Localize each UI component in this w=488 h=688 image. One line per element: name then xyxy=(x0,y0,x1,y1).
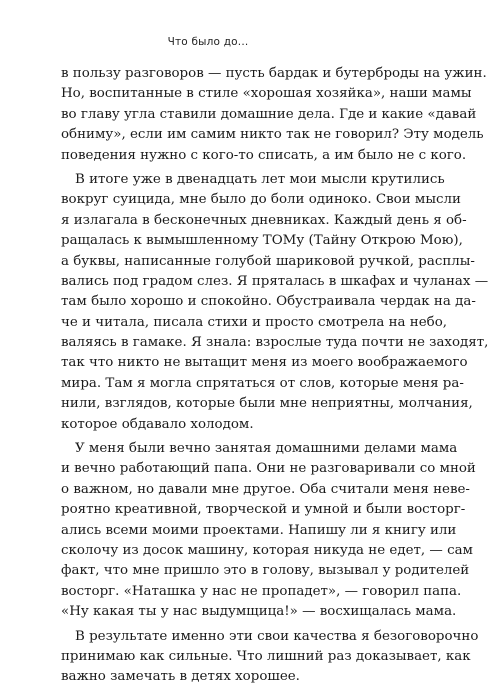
text-line: вокруг суицида, мне было до боли одиноко. Свои мысли xyxy=(61,192,461,208)
text-line: которое обдавало холодом. xyxy=(61,416,254,432)
text-line: че и читала, писала стихи и просто смотрела на небо, xyxy=(61,314,448,330)
text-line: нили, взглядов, которые были мне неприятны, молчания, xyxy=(61,396,473,412)
text-line: о важном, но давали мне другое. Оба считали меня неве- xyxy=(61,481,470,497)
text-line: роятно креативной, творческой и умной и были восторг- xyxy=(61,502,466,518)
page-body xyxy=(61,64,488,688)
text-line: я излагала в бесконечных дневниках. Каждый день я об- xyxy=(61,212,467,228)
text-line: Но, воспитанные в стиле «хорошая хозяйка», наши мамы xyxy=(61,86,472,102)
text-line: и вечно работающий папа. Они не разговаривали со мной xyxy=(61,461,476,477)
text-line: в пользу разговоров — пусть бардак и бутерброды на ужин. xyxy=(61,66,487,81)
text-line: В итоге уже в двенадцать лет мои мысли крутились xyxy=(75,171,445,187)
text-line: мира. Там я могла спрятаться от слов, которые меня ра- xyxy=(61,375,464,391)
text-line: «Ну какая ты у нас выдумщица!» — восхищалась мама. xyxy=(61,604,457,620)
text-line: ращалась к вымышленному ТОМу (Тайну Открою Мою), xyxy=(61,233,463,249)
text-line: валяясь в гамаке. Я знала: взрослые туда почти не заходят, xyxy=(61,335,488,351)
paragraph xyxy=(61,439,476,623)
text-line: сколочу из досок машину, которая никуда не едет, — сам xyxy=(61,542,473,558)
paragraph xyxy=(61,170,488,435)
text-line: У меня были вечно занятая домашними делами мама xyxy=(75,441,458,457)
text-line: вались под градом слез. Я пряталась в шкафах и чуланах — xyxy=(61,273,488,289)
text-line: важно замечать в детях хорошее. xyxy=(61,669,300,685)
text-line: В результате именно эти свои качества я безоговорочно xyxy=(75,628,479,644)
text-line: принимаю как сильные. Что лишний раз доказывает, как xyxy=(61,648,471,664)
text-line: так что никто не вытащит меня из моего воображаемого xyxy=(61,355,468,371)
text-line: там было хорошо и спокойно. Обустраивала чердак на да- xyxy=(61,294,476,310)
paragraph xyxy=(61,64,487,166)
running-head: Что было до... xyxy=(167,36,249,48)
paragraph xyxy=(61,627,479,688)
text-line: восторг. «Наташка у нас не пропадет», — говорил папа. xyxy=(61,583,462,599)
text-line: обниму», если им самим никто так не говорил? Эту модель xyxy=(61,127,484,143)
text-line: ались всеми моими проектами. Напишу ли я книгу или xyxy=(61,522,457,538)
text-line: во главу угла ставили домашние дела. Где и какие «давай xyxy=(61,106,477,122)
text-line: поведения нужно с кого-то списать, а им было не с кого. xyxy=(61,147,467,163)
text-line: а буквы, написанные голубой шариковой ручкой, расплы- xyxy=(61,253,475,269)
text-line: факт, что мне пришло это в голову, вызывал у родителей xyxy=(61,563,470,579)
